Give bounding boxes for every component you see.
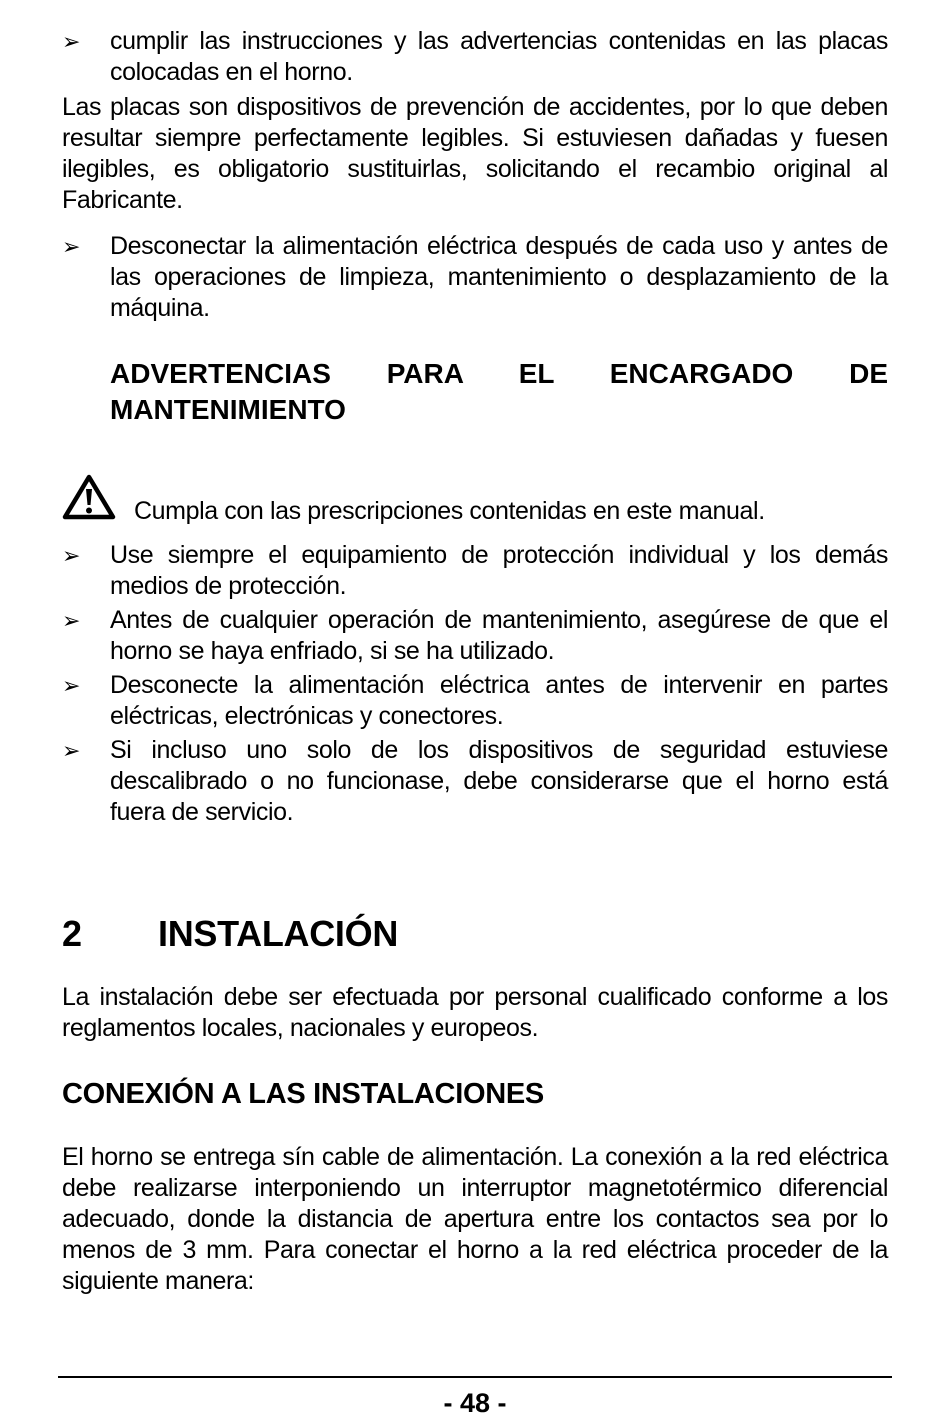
disconnect-bullet-text: Desconectar la alimentación eléctrica después de cada uso y antes de las operaciones de limpieza, mantenimiento o desplazamiento de la máquina. [110,232,888,322]
plates-paragraph: Las placas son dispositivos de prevención de accidentes, por lo que deben resultar siempre perfectamente legibles. Si estuviesen dañadas y fuesen ilegibles, es obligatorio sustituirlas, solicitando el recambio original al Fabricante. [62,93,888,214]
list-item-text: Si incluso uno solo de los dispositivos de seguridad estuviese descalibrado o no funcionase, debe considerarse que el horno está fuera de servicio. [110,736,888,826]
arrow-bullet-icon: ➢ [62,234,81,259]
list-item-text: Antes de cualquier operación de mantenimiento, asegúrese de que el horno se haya enfriado, si se ha utilizado. [110,606,888,665]
page-number: - 48 - [443,1388,507,1418]
warning-triangle-icon [62,474,116,520]
arrow-bullet-icon: ➢ [62,29,81,54]
connection-heading: CONEXIÓN A LAS INSTALACIONES [62,1078,544,1110]
maintenance-heading-line2: MANTENIMIENTO [110,394,346,425]
list-item [62,540,888,602]
list-item [62,26,888,88]
arrow-bullet-icon: ➢ [62,543,81,568]
warning-note [62,496,888,527]
maintenance-heading-line1: ADVERTENCIAS PARA EL ENCARGADO DE [110,358,888,389]
list-item [62,605,888,667]
maintenance-list [62,540,888,828]
section-title: INSTALACIÓN [158,913,399,954]
arrow-bullet-icon: ➢ [62,673,81,698]
list-item-text: Desconecte la alimentación eléctrica antes de intervenir en partes eléctricas, electrónicas y conectores. [110,671,888,730]
connection-paragraph: El horno se entrega sín cable de alimentación. La conexión a la red eléctrica debe realizarse interponiendo un interruptor magnetotérmico diferencial adecuado, donde la distancia de apertura entre los contactos sea por lo menos de 3 mm. Para conectar el horno a la red eléctrica proceder de la siguiente manera: [62,1143,888,1295]
list-item [62,735,888,828]
list-item [62,670,888,732]
document-page [62,26,888,1297]
arrow-bullet-icon: ➢ [62,608,81,633]
list-item [62,231,888,324]
maintenance-heading [62,356,888,428]
installation-paragraph: La instalación debe ser efectuada por personal cualificado conforme a los reglamentos locales, nacionales y europeos. [62,983,888,1042]
intro-bullet-text: cumplir las instrucciones y las advertencias contenidas en las placas colocadas en el horno. [110,27,888,86]
arrow-bullet-icon: ➢ [62,738,81,763]
warning-text: Cumpla con las prescripciones contenidas en este manual. [134,497,765,525]
section-heading [62,912,888,956]
footer-divider [58,1376,892,1378]
list-item-text: Use siempre el equipamiento de protección individual y los demás medios de protección. [110,541,888,600]
section-number: 2 [62,913,82,954]
